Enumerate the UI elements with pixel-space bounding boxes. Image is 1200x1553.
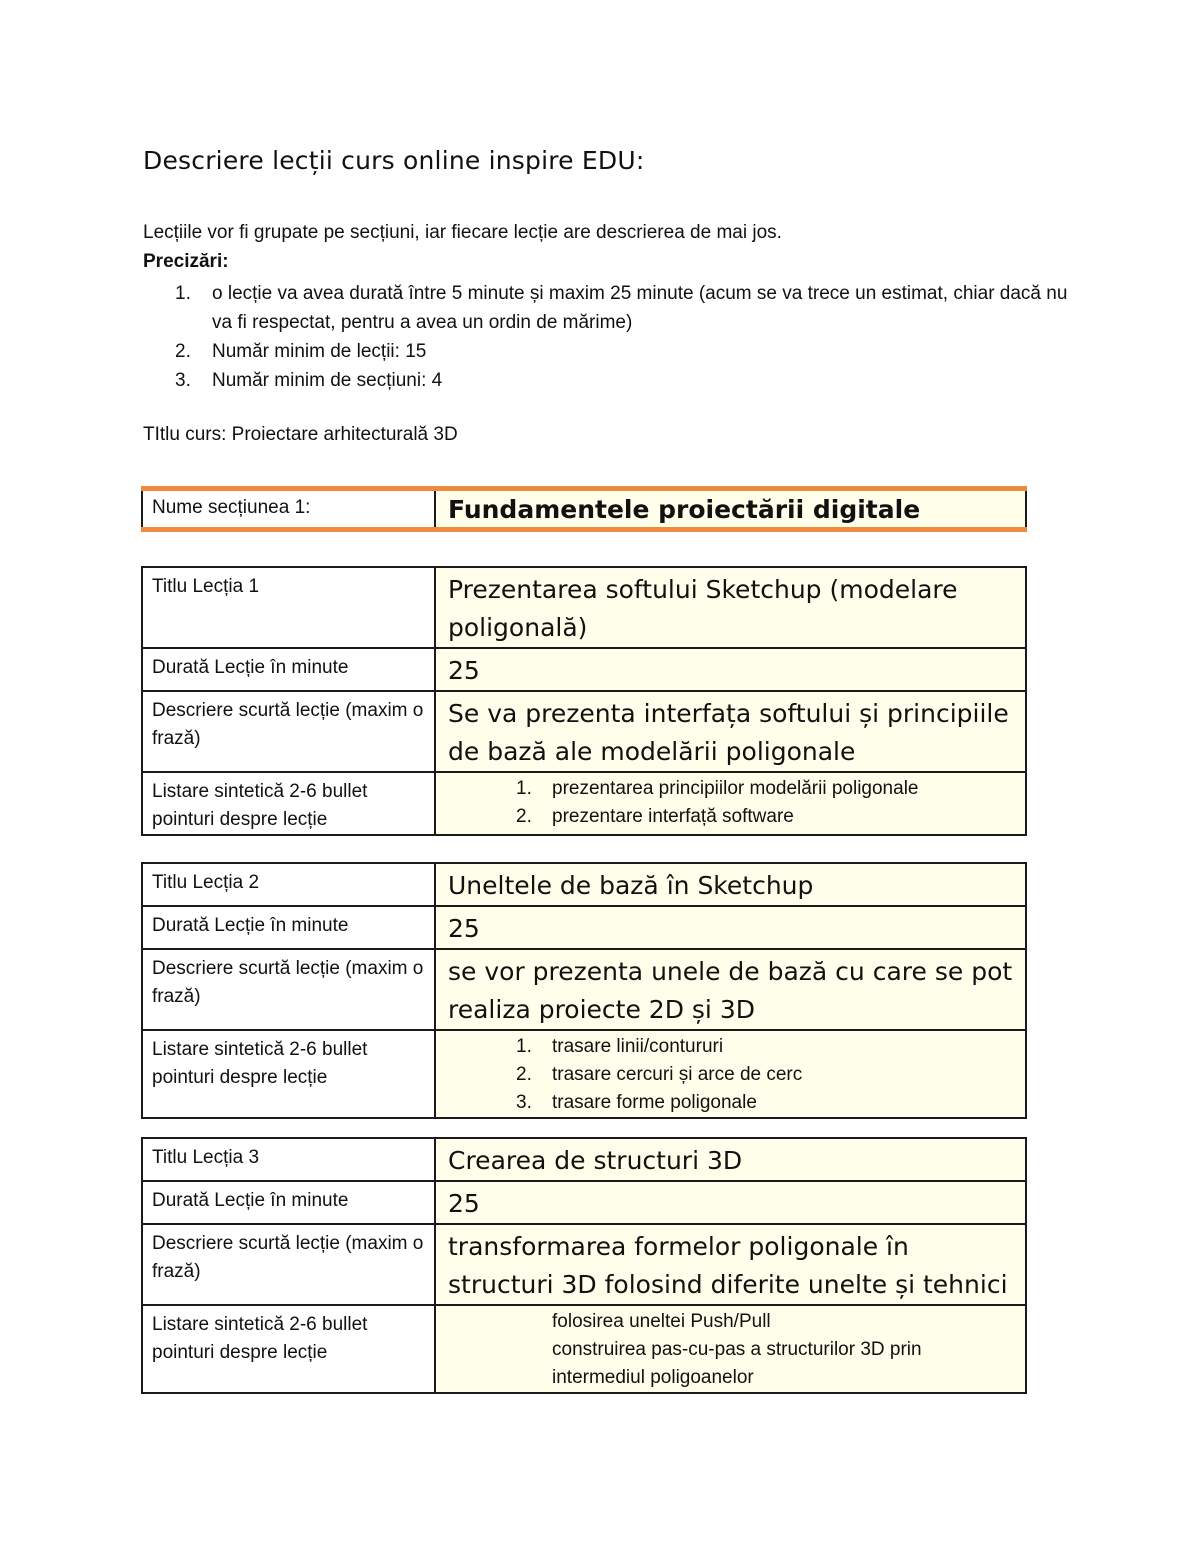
- table-row: [142, 489, 1026, 530]
- list-item: [436, 1336, 1015, 1392]
- lesson-description-label: Descriere scurtă lecție (maxim o frază): [142, 1224, 435, 1305]
- section-name: Fundamentele proiectării digitale: [435, 489, 1026, 530]
- list-number: 1.: [516, 778, 532, 799]
- table-row: [142, 772, 1026, 835]
- lesson-table-3: [141, 1137, 1027, 1394]
- list-item-text: trasare forme poligonale: [552, 1092, 757, 1113]
- list-number: 1.: [516, 1036, 532, 1057]
- table-row: [142, 691, 1026, 772]
- lesson-description-label: Descriere scurtă lecție (maxim o frază): [142, 949, 435, 1030]
- list-item: [436, 1061, 1015, 1089]
- notes-list-item: [143, 279, 1073, 337]
- lesson-bullets-label: Listare sintetică 2-6 bullet pointuri despre lecție: [142, 772, 435, 835]
- lesson-bullets: [435, 1030, 1026, 1118]
- lesson-bullets: [435, 772, 1026, 835]
- section-table: [141, 486, 1027, 532]
- notes-heading: Precizări:: [143, 251, 229, 272]
- lesson-title-label: Titlu Lecția 2: [142, 863, 435, 906]
- list-item: [436, 803, 1015, 831]
- list-item: [436, 1308, 1015, 1336]
- lesson-description-label: Descriere scurtă lecție (maxim o frază): [142, 691, 435, 772]
- table-row: [142, 1138, 1026, 1181]
- lesson-title: Uneltele de bază în Sketchup: [435, 863, 1026, 906]
- lesson-bullets-label: Listare sintetică 2-6 bullet pointuri despre lecție: [142, 1030, 435, 1118]
- list-item-text: folosirea uneltei Push/Pull: [552, 1311, 771, 1332]
- lesson-table-2: [141, 862, 1027, 1119]
- list-item-text: Număr minim de secțiuni: 4: [212, 370, 443, 391]
- list-number: 2.: [175, 341, 191, 362]
- intro-text: Lecțiile vor fi grupate pe secțiuni, iar fiecare lecție are descrierea de mai jos.: [143, 222, 782, 243]
- lesson-bullets-label: Listare sintetică 2-6 bullet pointuri despre lecție: [142, 1305, 435, 1393]
- notes-list-item: [143, 366, 1073, 395]
- course-title: TItlu curs: Proiectare arhitecturală 3D: [143, 424, 458, 445]
- list-item-text: prezentare interfață software: [552, 806, 794, 827]
- lesson-duration: 25: [435, 906, 1026, 949]
- list-number: 3.: [175, 370, 191, 391]
- lesson-duration: 25: [435, 648, 1026, 691]
- table-row: [142, 863, 1026, 906]
- bullet-list: [436, 1033, 1015, 1117]
- list-item: [436, 1033, 1015, 1061]
- list-number: 1.: [175, 283, 191, 304]
- list-item-text: prezentarea principiilor modelării poligonale: [552, 778, 919, 799]
- list-item-text: construirea pas-cu-pas a structurilor 3D prin intermediul poligoanelor: [552, 1339, 922, 1388]
- list-item: [436, 1089, 1015, 1117]
- list-item-text: o lecție va avea durată între 5 minute și maxim 25 minute (acum se va trece un estimat, chiar dacă nu va fi respectat, pentru a avea un ordin de mărime): [212, 283, 1068, 333]
- bullet-list: [436, 775, 1015, 831]
- list-item-text: trasare cercuri și arce de cerc: [552, 1064, 803, 1085]
- list-item: [436, 775, 1015, 803]
- lesson-title: Prezentarea softului Sketchup (modelare poligonală): [435, 567, 1026, 648]
- bullet-list: [436, 1308, 1015, 1392]
- lesson-duration-label: Durată Lecție în minute: [142, 648, 435, 691]
- list-number: 3.: [516, 1092, 532, 1113]
- lesson-duration-label: Durată Lecție în minute: [142, 906, 435, 949]
- lesson-table-1: [141, 566, 1027, 836]
- lesson-title-label: Titlu Lecția 3: [142, 1138, 435, 1181]
- list-item-text: Număr minim de lecții: 15: [212, 341, 427, 362]
- notes-list-item: [143, 337, 1073, 366]
- list-number: 2.: [516, 1064, 532, 1085]
- lesson-duration: 25: [435, 1181, 1026, 1224]
- table-row: [142, 648, 1026, 691]
- list-item-text: trasare linii/contururi: [552, 1036, 724, 1057]
- table-row: [142, 949, 1026, 1030]
- lesson-bullets: [435, 1305, 1026, 1393]
- lesson-duration-label: Durată Lecție în minute: [142, 1181, 435, 1224]
- lesson-description: se vor prezenta unele de bază cu care se pot realiza proiecte 2D și 3D: [435, 949, 1026, 1030]
- table-row: [142, 1181, 1026, 1224]
- page-title: Descriere lecții curs online inspire EDU:: [143, 146, 645, 175]
- table-row: [142, 1224, 1026, 1305]
- table-row: [142, 1305, 1026, 1393]
- section-label: Nume secțiunea 1:: [142, 489, 435, 530]
- table-row: [142, 567, 1026, 648]
- notes-list: [143, 279, 1073, 395]
- lesson-description: transformarea formelor poligonale în structuri 3D folosind diferite unelte și tehnici: [435, 1224, 1026, 1305]
- list-number: 2.: [516, 806, 532, 827]
- lesson-title: Crearea de structuri 3D: [435, 1138, 1026, 1181]
- table-row: [142, 1030, 1026, 1118]
- lesson-description: Se va prezenta interfața softului și principiile de bază ale modelării poligonale: [435, 691, 1026, 772]
- lesson-title-label: Titlu Lecția 1: [142, 567, 435, 648]
- table-row: [142, 906, 1026, 949]
